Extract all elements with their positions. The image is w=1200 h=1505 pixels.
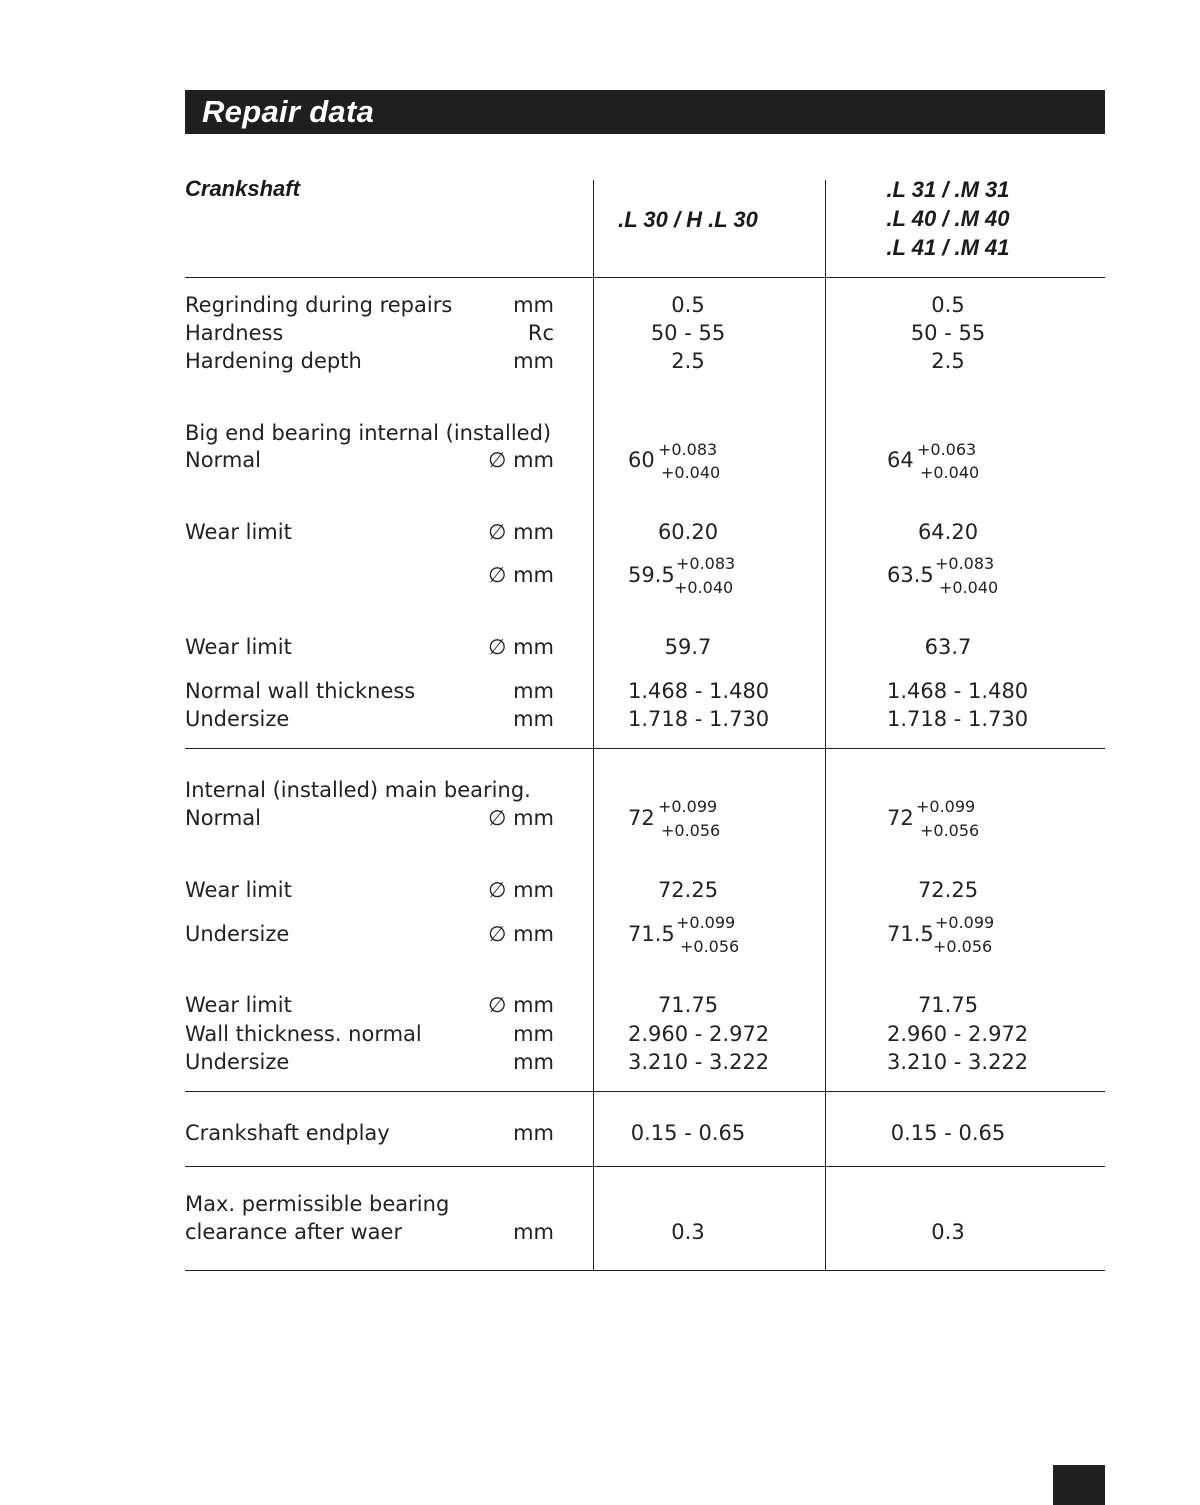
row-unit: mm <box>513 707 554 731</box>
section-rule-2 <box>185 1091 1105 1092</box>
row-value-col1: 71.75 <box>657 993 719 1017</box>
header-banner <box>185 90 1105 134</box>
section-title: Crankshaft <box>185 176 300 201</box>
tolerance-upper-col2: +0.083 <box>935 554 995 573</box>
section-rule-3 <box>185 1166 1105 1167</box>
col2-header-line1: .L 31 / .M 31 <box>886 177 1010 202</box>
col1-header: .L 30 / H .L 30 <box>618 207 758 232</box>
tolerance-base-col2: 64 <box>887 448 914 472</box>
row-unit: ∅ mm <box>488 922 554 946</box>
row-unit: ∅ mm <box>488 806 554 830</box>
tolerance-lower-col1: +0.056 <box>661 821 721 840</box>
row-unit: mm <box>513 1050 554 1074</box>
tolerance-upper-col1: +0.083 <box>658 440 718 459</box>
tolerance-lower-col2: +0.056 <box>933 937 993 956</box>
row-value-col2: 0.15 - 0.65 <box>890 1121 1006 1145</box>
row-value-col1: 1.718 - 1.730 <box>628 707 770 731</box>
row-label: Wall thickness. normal <box>185 1022 422 1046</box>
column-divider-2 <box>825 180 826 1271</box>
row-label: Undersize <box>185 1050 290 1074</box>
row-unit: ∅ mm <box>488 878 554 902</box>
row-unit: mm <box>513 1220 554 1244</box>
row-value-col2: 3.210 - 3.222 <box>887 1050 1029 1074</box>
row-value-col1: 3.210 - 3.222 <box>628 1050 770 1074</box>
row-value-col2: 2.960 - 2.972 <box>887 1022 1029 1046</box>
row-label: Wear limit <box>185 993 292 1017</box>
tolerance-lower-col1: +0.056 <box>680 937 740 956</box>
row-label: Hardening depth <box>185 349 362 373</box>
tolerance-lower-col2: +0.056 <box>920 821 980 840</box>
row-label: Normal <box>185 806 261 830</box>
row-label: Wear limit <box>185 520 292 544</box>
row-value-col1: 0.15 - 0.65 <box>630 1121 746 1145</box>
row-unit: ∅ mm <box>488 993 554 1017</box>
row-value-col1: 60.20 <box>657 520 719 544</box>
row-value-col2: 72.25 <box>917 878 979 902</box>
row-unit: ∅ mm <box>488 635 554 659</box>
row-value-col2: 71.75 <box>917 993 979 1017</box>
row-label: clearance after waer <box>185 1220 403 1244</box>
row-value-col2: 0.3 <box>931 1220 965 1244</box>
header-rule <box>185 277 1105 278</box>
tolerance-lower-col2: +0.040 <box>920 463 980 482</box>
row-unit: ∅ mm <box>488 448 554 472</box>
row-label: Big end bearing internal (installed) <box>185 421 552 445</box>
tolerance-base-col2: 72 <box>887 806 914 830</box>
row-label: Wear limit <box>185 878 292 902</box>
tolerance-base-col2: 63.5 <box>887 563 934 587</box>
tolerance-upper-col1: +0.099 <box>658 797 718 816</box>
col2-header-line2: .L 40 / .M 40 <box>886 206 1010 231</box>
col2-header-line3: .L 41 / .M 41 <box>886 235 1010 260</box>
row-label: Internal (installed) main bearing. <box>185 778 531 802</box>
page-tab <box>1053 1465 1105 1505</box>
row-value-col2: 2.5 <box>931 349 965 373</box>
row-label: Crankshaft endplay <box>185 1121 390 1145</box>
row-unit: mm <box>513 679 554 703</box>
tolerance-lower-col1: +0.040 <box>674 578 734 597</box>
row-value-col2: 63.7 <box>924 635 972 659</box>
row-label: Normal wall thickness <box>185 679 416 703</box>
row-value-col2: 64.20 <box>917 520 979 544</box>
row-value-col2: 1.468 - 1.480 <box>887 679 1029 703</box>
row-value-col1: 59.7 <box>664 635 712 659</box>
tolerance-upper-col1: +0.083 <box>676 554 736 573</box>
row-value-col1: 2.960 - 2.972 <box>628 1022 770 1046</box>
row-value-col1: 50 - 55 <box>650 321 726 345</box>
row-unit: mm <box>513 1022 554 1046</box>
row-value-col1: 0.5 <box>671 293 705 317</box>
tolerance-base-col1: 60 <box>628 448 655 472</box>
row-value-col2: 50 - 55 <box>910 321 986 345</box>
row-unit: mm <box>513 293 554 317</box>
tolerance-upper-col1: +0.099 <box>676 913 736 932</box>
row-unit: ∅ mm <box>488 563 554 587</box>
tolerance-upper-col2: +0.063 <box>917 440 977 459</box>
row-label: Undersize <box>185 707 290 731</box>
tolerance-lower-col1: +0.040 <box>661 463 721 482</box>
row-label: Normal <box>185 448 261 472</box>
row-value-col1: 72.25 <box>657 878 719 902</box>
row-unit: Rc <box>527 321 554 345</box>
tolerance-upper-col2: +0.099 <box>916 797 976 816</box>
tolerance-base-col1: 59.5 <box>628 563 675 587</box>
row-value-col1: 0.3 <box>671 1220 705 1244</box>
row-label: Max. permissible bearing <box>185 1192 450 1216</box>
page-title: Repair data <box>202 94 375 129</box>
row-label: Hardness <box>185 321 284 345</box>
row-value-col2: 1.718 - 1.730 <box>887 707 1029 731</box>
row-value-col1: 1.468 - 1.480 <box>628 679 770 703</box>
table-bottom-rule <box>185 1270 1105 1271</box>
row-unit: mm <box>513 1121 554 1145</box>
tolerance-base-col1: 72 <box>628 806 655 830</box>
row-label: Undersize <box>185 922 290 946</box>
row-label: Regrinding during repairs <box>185 293 453 317</box>
row-value-col2: 0.5 <box>931 293 965 317</box>
tolerance-upper-col2: +0.099 <box>935 913 995 932</box>
row-value-col1: 2.5 <box>671 349 705 373</box>
tolerance-lower-col2: +0.040 <box>939 578 999 597</box>
row-unit: mm <box>513 349 554 373</box>
section-rule-1 <box>185 748 1105 749</box>
row-label: Wear limit <box>185 635 292 659</box>
tolerance-base-col1: 71.5 <box>628 922 675 946</box>
tolerance-base-col2: 71.5 <box>887 922 934 946</box>
row-unit: ∅ mm <box>488 520 554 544</box>
